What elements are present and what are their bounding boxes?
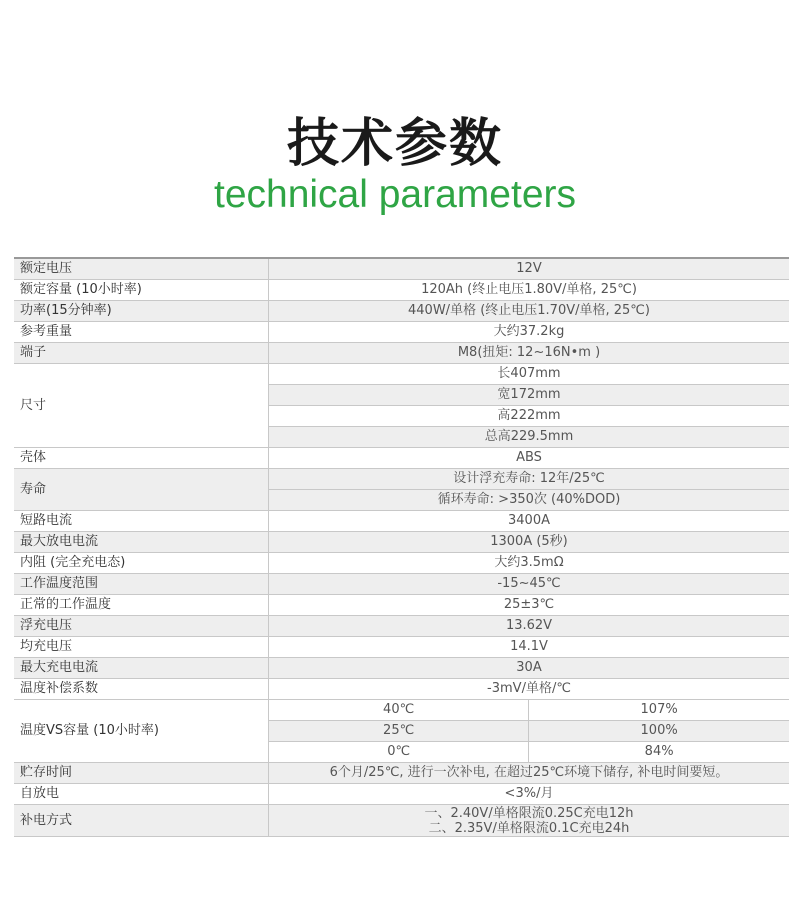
temp-cell: 40℃ bbox=[269, 700, 529, 721]
table-row bbox=[14, 595, 789, 616]
row-label: 自放电 bbox=[14, 784, 269, 805]
capacity-cell: 100% bbox=[529, 721, 789, 742]
row-label: 壳体 bbox=[14, 448, 269, 469]
row-label: 额定电压 bbox=[14, 258, 269, 280]
row-value: 30A bbox=[269, 658, 790, 679]
capacity-cell: 107% bbox=[529, 700, 789, 721]
table-row bbox=[14, 258, 789, 280]
row-value: 1300A (5秒) bbox=[269, 532, 790, 553]
row-label: 正常的工作温度 bbox=[14, 595, 269, 616]
table-row bbox=[14, 616, 789, 637]
row-label: 端子 bbox=[14, 343, 269, 364]
table-row bbox=[14, 658, 789, 679]
row-label: 寿命 bbox=[14, 469, 269, 511]
recharge-line-1: 一、2.40V/单格限流0.25C充电12h bbox=[424, 805, 634, 821]
row-label: 均充电压 bbox=[14, 637, 269, 658]
row-value: <3%/月 bbox=[269, 784, 790, 805]
table-row bbox=[14, 532, 789, 553]
row-value: 14.1V bbox=[269, 637, 790, 658]
row-value: 设计浮充寿命: 12年/25℃ bbox=[269, 469, 790, 490]
row-label: 额定容量 (10小时率) bbox=[14, 280, 269, 301]
row-label: 工作温度范围 bbox=[14, 574, 269, 595]
row-value: 120Ah (终止电压1.80V/单格, 25℃) bbox=[269, 280, 790, 301]
row-value: 宽172mm bbox=[269, 385, 790, 406]
table-row bbox=[14, 364, 789, 385]
row-label: 补电方式 bbox=[14, 805, 269, 837]
row-value: 长407mm bbox=[269, 364, 790, 385]
row-label: 内阻 (完全充电态) bbox=[14, 553, 269, 574]
table-row bbox=[14, 637, 789, 658]
row-value: 高222mm bbox=[269, 406, 790, 427]
row-value: 12V bbox=[269, 258, 790, 280]
table-row bbox=[14, 679, 789, 700]
table-row bbox=[14, 343, 789, 364]
row-value: 3400A bbox=[269, 511, 790, 532]
row-value: 25±3℃ bbox=[269, 595, 790, 616]
row-value: 总高229.5mm bbox=[269, 427, 790, 448]
table-row bbox=[14, 322, 789, 343]
row-value: M8(扭矩: 12~16N•m ) bbox=[269, 343, 790, 364]
table-row bbox=[14, 805, 789, 837]
row-value: 440W/单格 (终止电压1.70V/单格, 25℃) bbox=[269, 301, 790, 322]
row-label: 贮存时间 bbox=[14, 763, 269, 784]
row-value: 6个月/25℃, 进行一次补电, 在超过25℃环境下储存, 补电时间要短。 bbox=[269, 763, 790, 784]
table-row bbox=[14, 469, 789, 490]
row-label: 参考重量 bbox=[14, 322, 269, 343]
row-label: 功率(15分钟率) bbox=[14, 301, 269, 322]
row-label: 短路电流 bbox=[14, 511, 269, 532]
row-value: 大约37.2kg bbox=[269, 322, 790, 343]
row-value: 大约3.5mΩ bbox=[269, 553, 790, 574]
table-row bbox=[14, 448, 789, 469]
capacity-cell: 84% bbox=[529, 742, 789, 763]
table-row bbox=[14, 574, 789, 595]
row-value bbox=[269, 805, 790, 837]
row-value: -3mV/单格/℃ bbox=[269, 679, 790, 700]
table-row bbox=[14, 511, 789, 532]
spec-table bbox=[14, 257, 789, 837]
row-label: 尺寸 bbox=[14, 364, 269, 448]
recharge-line-2: 二、2.35V/单格限流0.1C充电24h bbox=[428, 820, 630, 836]
table-row bbox=[14, 553, 789, 574]
temp-cell: 0℃ bbox=[269, 742, 529, 763]
row-label: 最大充电电流 bbox=[14, 658, 269, 679]
row-label: 浮充电压 bbox=[14, 616, 269, 637]
row-value: ABS bbox=[269, 448, 790, 469]
row-value: -15~45℃ bbox=[269, 574, 790, 595]
table-row bbox=[14, 700, 789, 721]
temp-cell: 25℃ bbox=[269, 721, 529, 742]
row-label: 温度VS容量 (10小时率) bbox=[14, 700, 269, 763]
table-row bbox=[14, 784, 789, 805]
page-title: 技术参数 bbox=[286, 114, 503, 174]
table-row bbox=[14, 763, 789, 784]
table-row bbox=[14, 280, 789, 301]
row-label: 温度补偿系数 bbox=[14, 679, 269, 700]
row-value: 循环寿命: >350次 (40%DOD) bbox=[269, 490, 790, 511]
row-value: 13.62V bbox=[269, 616, 790, 637]
table-row bbox=[14, 301, 789, 322]
row-label: 最大放电电流 bbox=[14, 532, 269, 553]
page-subtitle: technical parameters bbox=[213, 173, 576, 216]
